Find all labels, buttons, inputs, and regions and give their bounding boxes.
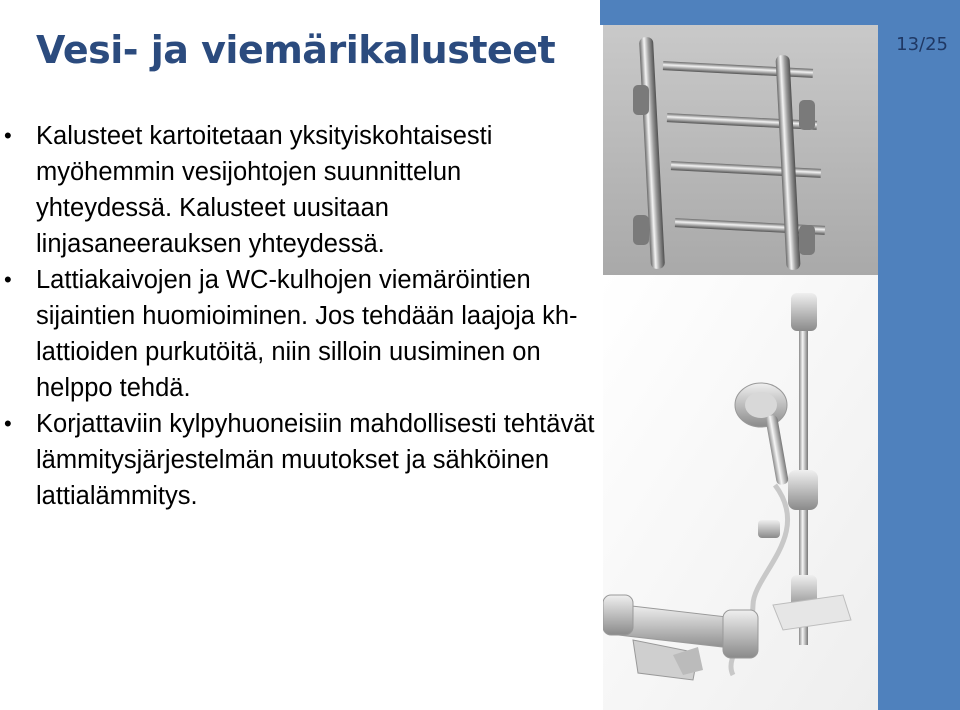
accent-bar-right bbox=[878, 0, 960, 710]
slide-title: Vesi- ja viemärikalusteet bbox=[36, 28, 556, 72]
bullet-item: • Lattiakaivojen ja WC-kulhojen viemäröintien sijaintien huomioiminen. Jos tehdään laajoja kh-lattioiden purkutöitä, niin silloin uusiminen on helppo tehdä. bbox=[0, 262, 600, 406]
bullet-list bbox=[0, 118, 600, 514]
towel-rail-photo bbox=[603, 25, 878, 275]
bullet-item: • Korjattaviin kylpyhuoneisiin mahdollisesti tehtävät lämmitysjärjestelmän muutokset ja sähköinen lattialämmitys. bbox=[0, 406, 600, 514]
shower-set-photo bbox=[603, 275, 878, 710]
bullet-item: • Kalusteet kartoitetaan yksityiskohtaisesti myöhemmin vesijohtojen suunnittelun yhteydessä. Kalusteet uusitaan linjasaneerauksen yhteydessä. bbox=[0, 118, 600, 262]
page-number: 13/25 bbox=[896, 34, 948, 55]
